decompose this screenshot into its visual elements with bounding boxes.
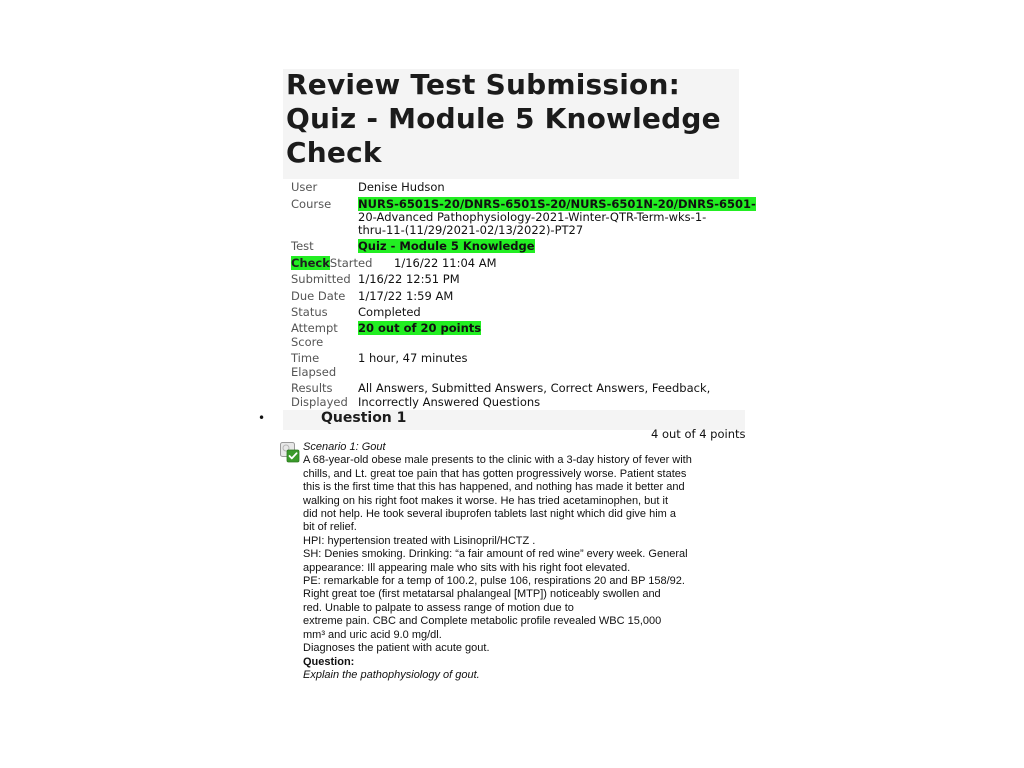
test-started-row: [291, 256, 372, 270]
page-title-line-3: Check: [286, 136, 382, 169]
results-displayed-label-1: Results: [291, 381, 333, 395]
question-line-5: did not help. He took several ibuprofen tablets last night which did give him a: [303, 508, 676, 521]
question-line-13: extreme pain. CBC and Complete metabolic profile revealed WBC 15,000: [303, 615, 662, 628]
attempt-score-value: 20 out of 20 points: [358, 321, 482, 335]
question-line-7: HPI: hypertension treated with Lisinopril/HCTZ .: [303, 534, 536, 547]
status-label: Status: [291, 305, 328, 319]
question-line-10: PE: remarkable for a temp of 100.2, pulse 106, respirations 20 and BP 158/92.: [303, 575, 685, 588]
submitted-label: Submitted: [291, 272, 351, 286]
user-value: Denise Hudson: [358, 180, 445, 194]
time-elapsed-value: 1 hour, 47 minutes: [358, 351, 468, 365]
list-bullet: •: [258, 411, 266, 425]
correct-check-icon: [279, 441, 301, 463]
scenario-title: Scenario 1: Gout: [303, 441, 386, 453]
status-value: Completed: [358, 305, 421, 319]
started-value: 1/16/22 11:04 AM: [394, 256, 497, 270]
time-elapsed-label-2: Elapsed: [291, 365, 337, 379]
question-label: Question:: [303, 655, 355, 668]
question-prompt: Explain the pathophysiology of gout.: [303, 668, 480, 681]
question-line-9: appearance: Ill appearing male who sits with his right foot elevated.: [303, 561, 631, 574]
user-label: User: [291, 180, 318, 194]
question-line-12: red. Unable to palpate to assess range of motion due to: [303, 601, 574, 614]
due-date-label: Due Date: [291, 289, 346, 303]
page-title: [286, 68, 721, 170]
question-line-3: this is the first time that this has happened, and nothing has made it better and: [303, 481, 685, 494]
submitted-value: 1/16/22 12:51 PM: [358, 272, 460, 286]
results-displayed-value-1: All Answers, Submitted Answers, Correct Answers, Feedback,: [358, 381, 711, 395]
question-line-11: Right great toe (first metatarsal phalangeal [MTP]) noticeably swollen and: [303, 588, 661, 601]
test-value-line-1: Quiz - Module 5 Knowledge: [358, 239, 535, 253]
question-line-1: A 68-year-old obese male presents to the clinic with a 3-day history of fever with: [303, 454, 692, 467]
course-value-line-2: 20-Advanced Pathophysiology-2021-Winter-QTR-Term-wks-1-: [358, 210, 707, 224]
due-date-value: 1/17/22 1:59 AM: [358, 289, 454, 303]
question-line-14: mm³ and uric acid 9.0 mg/dl.: [303, 628, 442, 641]
question-line-6: bit of relief.: [303, 521, 357, 534]
course-value-line-1: NURS-6501S-20/DNRS-6501S-20/NURS-6501N-20/DNRS-6501-: [358, 197, 756, 211]
question-points: 4 out of 4 points: [651, 427, 746, 441]
course-value-line-3: thru-11-(11/29/2021-02/13/2022)-PT27: [358, 223, 584, 237]
question-line-15: Diagnoses the patient with acute gout.: [303, 642, 490, 655]
question-text: [303, 441, 728, 682]
question-line-8: SH: Denies smoking. Drinking: “a fair amount of red wine” every week. General: [303, 548, 688, 561]
question-line-2: chills, and Lt. great toe pain that has gotten progressively worse. Patient states: [303, 467, 687, 480]
test-label: Test: [291, 239, 314, 253]
question-line-4: walking on his right foot makes it worse. He has tried acetaminophen, but it: [303, 494, 669, 507]
time-elapsed-label-1: Time: [291, 351, 320, 365]
results-displayed-value-2: Incorrectly Answered Questions: [358, 395, 541, 409]
attempt-score-label-1: Attempt: [291, 321, 338, 335]
attempt-score-label-2: Score: [291, 335, 324, 349]
course-label: Course: [291, 197, 332, 211]
test-value-line-2: Check: [291, 256, 330, 270]
started-label: Started: [329, 256, 373, 270]
page-title-line-2: Quiz - Module 5 Knowledge: [286, 102, 721, 135]
page-title-line-1: Review Test Submission:: [286, 68, 680, 101]
results-displayed-label-2: Displayed: [291, 395, 348, 409]
question-title: Question 1: [321, 410, 407, 426]
